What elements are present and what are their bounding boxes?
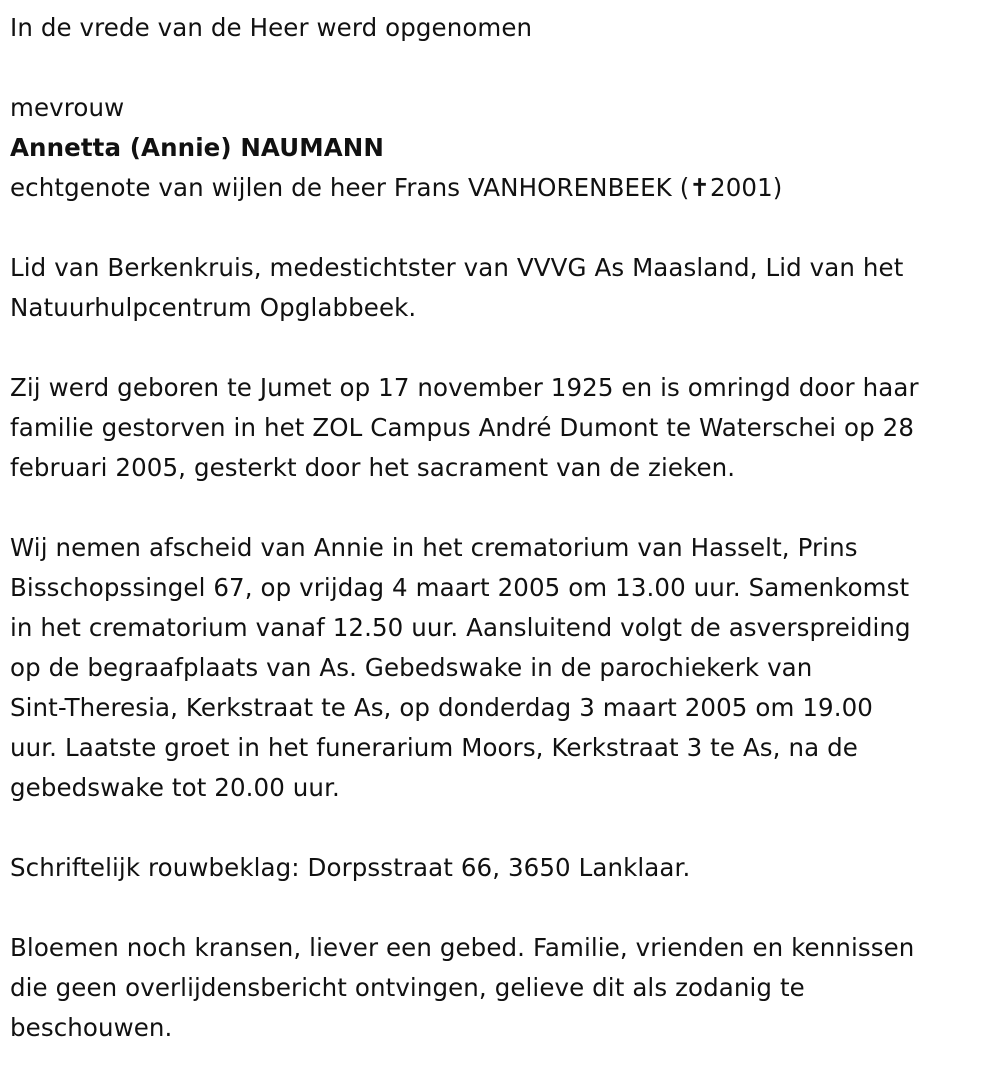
paragraph-line: op de begraafplaats van As. Gebedswake in de parochiekerk van xyxy=(10,653,813,682)
title-prefix: mevrouw xyxy=(10,93,125,122)
paragraph-line: Lid van Berkenkruis, medestichtster van VVVG As Maasland, Lid van het xyxy=(10,253,904,282)
birth-death-paragraph xyxy=(10,368,1000,488)
paragraph-line: februari 2005, gesterkt door het sacrament van de zieken. xyxy=(10,453,736,482)
paragraph-line: in het crematorium vanaf 12.50 uur. Aansluitend volgt de asverspreiding xyxy=(10,613,911,642)
paragraph-line: Zij werd geboren te Jumet op 17 november 1925 en is omringd door haar xyxy=(10,373,919,402)
paragraph-line: Sint-Theresia, Kerkstraat te As, op donderdag 3 maart 2005 om 19.00 xyxy=(10,693,873,722)
condolence-address: Schriftelijk rouwbeklag: Dorpsstraat 66, 3650 Lanklaar. xyxy=(10,853,691,882)
paragraph-line: Wij nemen afscheid van Annie in het crematorium van Hasselt, Prins xyxy=(10,533,858,562)
condolence-paragraph xyxy=(10,848,1000,888)
paragraph-line: familie gestorven in het ZOL Campus André Dumont te Waterschei op 28 xyxy=(10,413,915,442)
spouse-text: echtgenote van wijlen de heer Frans VANHORENBEEK (✝2001) xyxy=(10,173,783,202)
ceremony-paragraph xyxy=(10,528,1000,808)
paragraph-line: gebedswake tot 20.00 uur. xyxy=(10,773,340,802)
membership-paragraph xyxy=(10,248,1000,328)
closing-paragraph xyxy=(10,928,1000,1048)
paragraph-line: Natuurhulpcentrum Opglabbeek. xyxy=(10,293,417,322)
paragraph-line: Bisschopssingel 67, op vrijdag 4 maart 2005 om 13.00 uur. Samenkomst xyxy=(10,573,910,602)
paragraph-line: beschouwen. xyxy=(10,1013,173,1042)
paragraph-line: uur. Laatste groet in het funerarium Moors, Kerkstraat 3 te As, na de xyxy=(10,733,858,762)
spacer xyxy=(10,208,1000,248)
deceased-name: Annetta (Annie) NAUMANN xyxy=(10,133,384,162)
paragraph-line: Bloemen noch kransen, liever een gebed. Familie, vrienden en kennissen xyxy=(10,933,915,962)
spacer xyxy=(10,48,1000,88)
intro-text: In de vrede van de Heer werd opgenomen xyxy=(10,13,533,42)
paragraph-line: die geen overlijdensbericht ontvingen, gelieve dit als zodanig te xyxy=(10,973,805,1002)
